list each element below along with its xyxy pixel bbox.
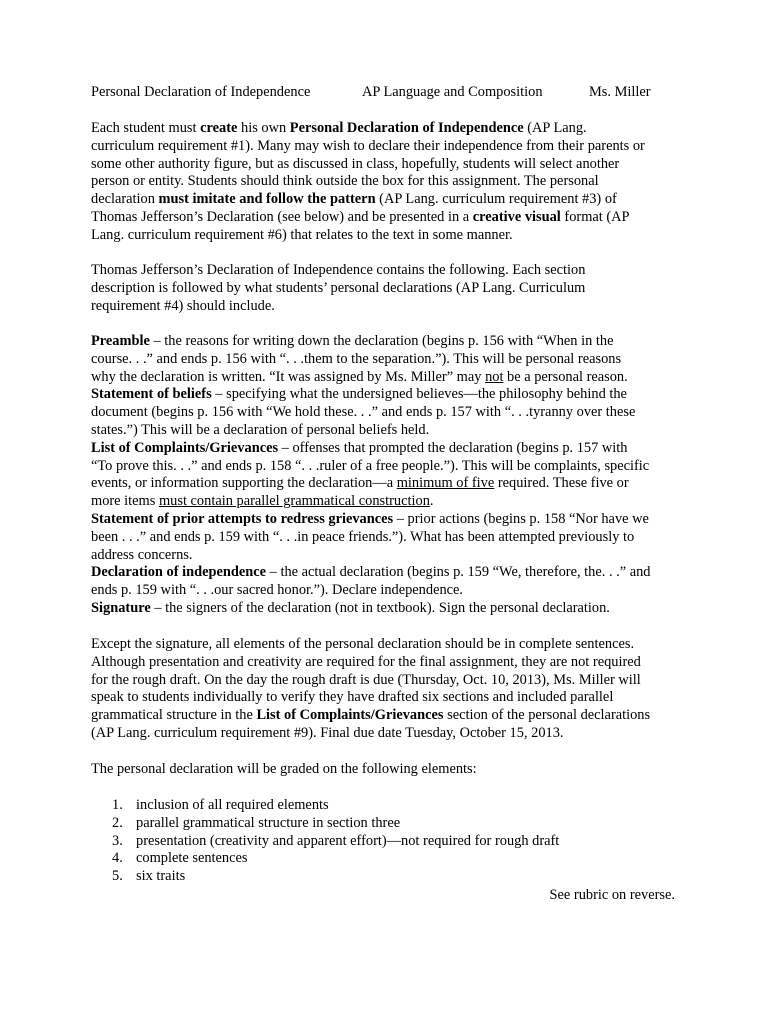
- page-header: [91, 84, 691, 102]
- intro-text: format (AP: [560, 208, 630, 225]
- intro-text: Thomas Jefferson’s Declaration (see below) and be presented in a: [91, 208, 473, 225]
- list-text: six traits: [136, 868, 186, 885]
- declaration-text: ends p. 159 with “. . .our sacred honor.”). Declare independence.: [91, 582, 464, 599]
- except-text: section of the personal declarations: [443, 707, 651, 724]
- except-line: (AP Lang. curriculum requirement #9). Final due date Tuesday, October 15, 2013.: [91, 724, 564, 741]
- beliefs-text: document (begins p. 156 with “We hold these. . .” and ends p. 157 with “. . .tyranny over these: [91, 404, 636, 421]
- complaints-text: required. These five or: [494, 475, 629, 492]
- list-number: 4.: [112, 850, 123, 867]
- list-item: [91, 868, 681, 886]
- complaints-text: “To prove this. . .” and ends p. 158 “. . .ruler of a free people.”). This will be complaints, specific: [91, 457, 650, 474]
- summary-line: Thomas Jefferson’s Declaration of Independence contains the following. Each section: [91, 262, 586, 278]
- list-text: presentation (creativity and apparent effort)—not required for rough draft: [136, 832, 560, 849]
- preamble-underline-not: not: [485, 368, 504, 385]
- beliefs-heading: Statement of beliefs: [91, 386, 212, 403]
- complaints-heading: List of Complaints/Grievances: [91, 439, 279, 456]
- list-number: 1.: [112, 797, 123, 813]
- summary-line: description is followed by what students’ personal declarations (AP Lang. Curriculum: [91, 279, 586, 296]
- intro-bold-title: Personal Declaration of Independence: [289, 120, 524, 136]
- sections-list: [91, 333, 681, 618]
- preamble-heading: Preamble: [91, 333, 150, 349]
- redress-text: address concerns.: [91, 546, 193, 563]
- complaints-text: – offenses that prompted the declaration (begins p. 157 with: [278, 439, 628, 456]
- complaints-text: more items: [91, 493, 159, 510]
- list-item: [91, 850, 681, 868]
- list-text: complete sentences: [136, 850, 248, 867]
- intro-line: curriculum requirement #1). Many may wish to declare their independence from their parents or: [91, 137, 645, 154]
- preamble-text: course. . .” and ends p. 156 with “. . .them to the separation.”). This will be personal reasons: [91, 350, 622, 367]
- intro-line: Lang. curriculum requirement #6) that relates to the text in some manner.: [91, 226, 513, 243]
- intro-bold-create: create: [200, 120, 238, 136]
- teacher-name: Ms. Miller: [589, 84, 651, 100]
- list-number: 5.: [112, 868, 123, 885]
- intro-paragraph: [91, 120, 681, 245]
- complaints-text: events, or information supporting the declaration—a: [91, 475, 397, 492]
- intro-text: his own: [237, 120, 290, 136]
- intro-text: (AP Lang. curriculum requirement #3) of: [375, 191, 617, 208]
- intro-bold-visual: creative visual: [472, 208, 561, 225]
- preamble-text: why the declaration is written. “It was assigned by Ms. Miller” may: [91, 368, 486, 385]
- except-text: grammatical structure in the: [91, 707, 257, 724]
- except-line: for the rough draft. On the day the rough draft is due (Thursday, Oct. 10, 2013), Ms. Miller will: [91, 671, 641, 688]
- intro-bold-imitate: must imitate and follow the pattern: [158, 191, 376, 208]
- except-bold-complaints: List of Complaints/Grievances: [256, 707, 444, 724]
- redress-text: – prior actions (begins p. 158 “Nor have we: [393, 510, 649, 527]
- intro-line: person or entity. Students should think outside the box for this assignment. The personal: [91, 173, 599, 190]
- except-line: Although presentation and creativity are required for the final assignment, they are not required: [91, 653, 641, 670]
- declaration-text: – the actual declaration (begins p. 159 “We, therefore, the. . .” and: [266, 564, 651, 581]
- summary-paragraph: [91, 262, 681, 315]
- preamble-text: – the reasons for writing down the declaration (begins p. 156 with “When in the: [149, 333, 614, 349]
- complaints-underline-minimum: minimum of five: [396, 475, 495, 492]
- rubric-note: See rubric on reverse.: [549, 887, 675, 903]
- list-item: [91, 815, 681, 833]
- preamble-text: be a personal reason.: [503, 368, 628, 385]
- declaration-heading: Declaration of independence: [91, 564, 267, 581]
- list-item: [91, 797, 681, 815]
- signature-heading: Signature: [91, 599, 151, 616]
- course-name: AP Language and Composition: [362, 84, 543, 100]
- intro-text: (AP Lang.: [523, 120, 587, 136]
- grading-intro-text: The personal declaration will be graded on the following elements:: [91, 761, 477, 777]
- list-item: [91, 833, 681, 851]
- list-text: inclusion of all required elements: [136, 797, 329, 813]
- beliefs-text: – specifying what the undersigned believes—the philosophy behind the: [211, 386, 627, 403]
- redress-text: been . . .” and ends p. 159 with “. . .in peace friends.”). What has been attempted previously to: [91, 528, 635, 545]
- assignment-title: Personal Declaration of Independence: [91, 84, 311, 100]
- signature-text: – the signers of the declaration (not in textbook). Sign the personal declaration.: [150, 599, 610, 616]
- grading-list: [91, 797, 681, 886]
- summary-line: requirement #4) should include.: [91, 297, 275, 314]
- intro-text: Each student must: [91, 120, 201, 136]
- except-paragraph: [91, 636, 681, 743]
- except-line: speak to students individually to verify they have drafted six sections and included parallel: [91, 689, 614, 706]
- list-text: parallel grammatical structure in section three: [136, 814, 401, 831]
- intro-line: some other authority figure, but as discussed in class, hopefully, students will select another: [91, 155, 620, 172]
- except-line: Except the signature, all elements of the personal declaration should be in complete sentences.: [91, 636, 635, 652]
- grading-intro: [91, 761, 681, 779]
- beliefs-text: states.”) This will be a declaration of personal beliefs held.: [91, 421, 430, 438]
- list-number: 2.: [112, 814, 123, 831]
- intro-text: declaration: [91, 191, 159, 208]
- list-number: 3.: [112, 832, 123, 849]
- complaints-text: .: [429, 493, 434, 510]
- complaints-underline-parallel: must contain parallel grammatical construction: [158, 493, 430, 510]
- redress-heading: Statement of prior attempts to redress grievances: [91, 510, 394, 527]
